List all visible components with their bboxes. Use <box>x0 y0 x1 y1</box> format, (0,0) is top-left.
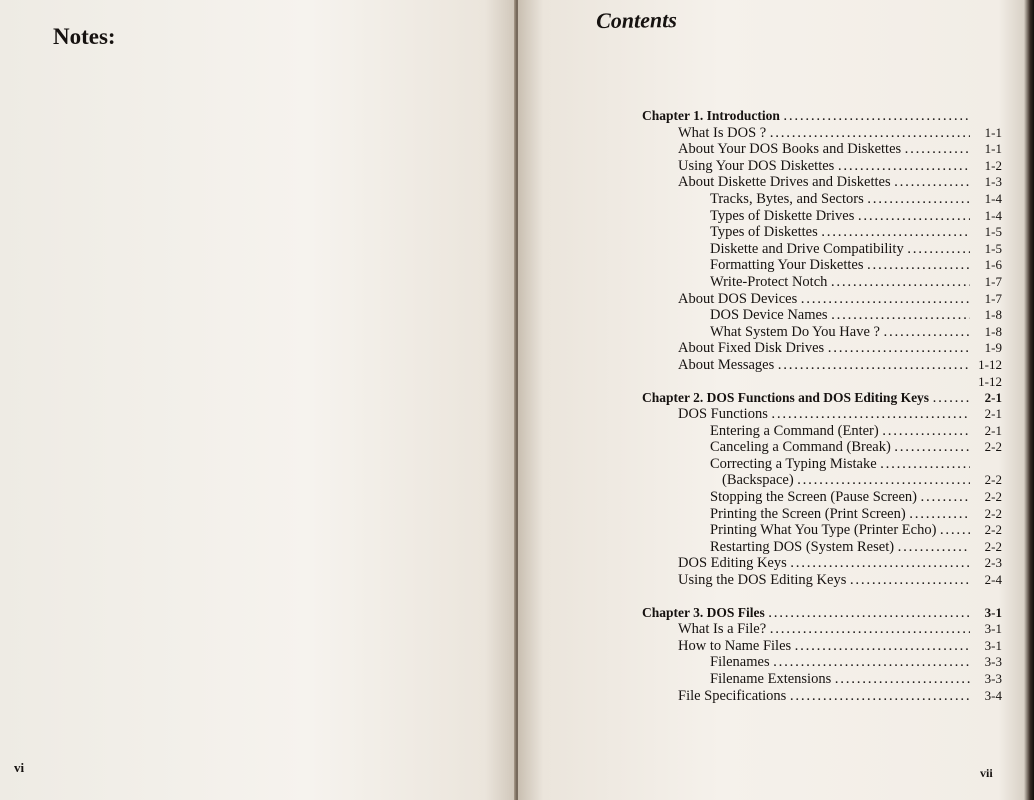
toc-entry-page: 1-5 <box>984 240 1002 256</box>
toc-entry <box>642 141 1002 158</box>
toc-entry-title: (Backspace) <box>722 472 794 489</box>
toc-chapter-entry <box>642 605 1002 622</box>
toc-entry-page: 1-6 <box>984 257 1002 273</box>
dot-leader <box>895 440 970 457</box>
dot-leader <box>910 507 970 524</box>
toc-entry-title: Entering a Command (Enter) <box>710 422 879 439</box>
toc-entry-page: 3-1 <box>984 621 1002 637</box>
toc-entry <box>642 324 1002 341</box>
dot-leader <box>921 490 970 507</box>
toc-entry <box>642 125 1002 142</box>
dot-leader <box>791 556 970 573</box>
toc-entry-title: Formatting Your Diskettes <box>710 257 864 274</box>
toc-entry-title: Tracks, Bytes, and Sectors <box>710 190 864 207</box>
toc-entry-title: About Fixed Disk Drives <box>678 340 825 357</box>
toc-entry <box>642 506 1002 523</box>
dot-leader <box>832 308 970 325</box>
toc-entry-title: Using the DOS Editing Keys <box>678 572 847 589</box>
toc-entry-page: 2-1 <box>984 389 1002 405</box>
dot-leader <box>867 258 970 275</box>
toc-entry <box>642 174 1002 191</box>
table-of-contents <box>642 108 1002 704</box>
toc-entry-page: 2-2 <box>984 538 1002 554</box>
toc-entry-page: 2-2 <box>984 505 1002 521</box>
dot-leader <box>905 142 970 159</box>
toc-entry-title: About Messages <box>678 356 775 373</box>
toc-entry <box>642 456 1002 473</box>
toc-entry-title: Stopping the Screen (Pause Screen) <box>710 489 917 506</box>
toc-entry-page: 1-12 <box>978 356 1002 372</box>
toc-entry-title: Printing What You Type (Printer Echo) <box>710 522 937 539</box>
toc-entry <box>642 654 1002 671</box>
toc-entry-page: 1-7 <box>984 273 1002 289</box>
toc-entry <box>642 274 1002 291</box>
toc-entry-title: Chapter 3. DOS Files <box>642 604 765 620</box>
dot-leader <box>884 325 970 342</box>
toc-entry-page: 1-9 <box>984 340 1002 356</box>
toc-entry-page: 2-2 <box>984 439 1002 455</box>
toc-entry-title: About Diskette Drives and Diskettes <box>678 174 891 191</box>
toc-entry-title: What System Do You Have ? <box>710 323 880 340</box>
toc-entry <box>642 423 1002 440</box>
toc-entry-title: What Is a File? <box>678 621 767 638</box>
dot-leader <box>835 672 970 689</box>
toc-entry <box>642 158 1002 175</box>
dot-leader <box>770 622 970 639</box>
toc-entry <box>642 539 1002 556</box>
toc-entry <box>642 572 1002 589</box>
toc-entry-page: 1-4 <box>984 190 1002 206</box>
toc-entry-title: File Specifications <box>678 687 787 704</box>
dot-leader <box>774 655 970 672</box>
dot-leader <box>868 192 970 209</box>
toc-entry-title: DOS Functions <box>678 406 768 423</box>
toc-entry-page: 2-1 <box>984 406 1002 422</box>
dot-leader <box>831 275 970 292</box>
toc-entry <box>642 439 1002 456</box>
toc-entry <box>642 257 1002 274</box>
toc-entry-title: Restarting DOS (System Reset) <box>710 538 895 555</box>
toc-entry-title: Printing the Screen (Print Screen) <box>710 505 906 522</box>
toc-entry-page: 1-4 <box>984 207 1002 223</box>
toc-entry-page: 2-3 <box>984 555 1002 571</box>
toc-entry-title: Using Your DOS Diskettes <box>678 157 835 174</box>
dot-leader <box>795 639 970 656</box>
toc-entry-title: Types of Diskettes <box>710 224 818 241</box>
toc-entry-title: Filenames <box>710 654 770 671</box>
toc-entry-page: 2-2 <box>984 522 1002 538</box>
toc-entry <box>642 307 1002 324</box>
dot-leader <box>770 126 970 143</box>
toc-entry-page: 1-7 <box>984 290 1002 306</box>
toc-entry-page: 2-2 <box>984 489 1002 505</box>
toc-entry <box>642 374 1002 391</box>
notes-heading: Notes: <box>53 24 116 49</box>
toc-entry-page: 1-1 <box>984 141 1002 157</box>
dot-leader <box>908 242 970 259</box>
toc-entry-page: 3-3 <box>984 671 1002 686</box>
left-page-number: vi <box>14 760 25 775</box>
toc-entry-title: Types of Diskette Drives <box>710 207 855 224</box>
toc-entry-page: 2-2 <box>984 472 1002 488</box>
toc-chapter-entry <box>642 390 1002 407</box>
dot-leader <box>883 424 970 441</box>
dot-leader <box>933 391 970 408</box>
dot-leader <box>822 225 970 242</box>
toc-entry <box>642 688 1002 705</box>
toc-entry-title: How to Name Files <box>678 637 792 654</box>
toc-entry <box>642 406 1002 423</box>
dot-leader <box>898 540 970 557</box>
toc-entry-page: 1-8 <box>984 307 1002 323</box>
dot-leader <box>784 109 970 126</box>
toc-entry <box>642 489 1002 506</box>
section-gap <box>642 589 1002 605</box>
dot-leader <box>940 523 970 540</box>
dot-leader <box>838 159 970 176</box>
dot-leader <box>778 358 970 375</box>
toc-entry-page: 1-2 <box>984 157 1002 173</box>
toc-entry <box>642 291 1002 308</box>
dot-leader <box>895 175 970 192</box>
dot-leader <box>828 341 970 358</box>
toc-entry-page: 3-4 <box>984 687 1002 703</box>
toc-entry <box>642 340 1002 357</box>
toc-entry <box>642 638 1002 655</box>
toc-entry-title: Diskette and Drive Compatibility <box>710 240 904 257</box>
toc-entry-page: 2-1 <box>984 422 1002 438</box>
dot-leader <box>769 606 970 623</box>
dot-leader <box>801 292 970 309</box>
toc-entry-title: Write-Protect Notch <box>710 273 828 290</box>
toc-entry <box>642 522 1002 539</box>
toc-entry <box>642 671 1002 688</box>
toc-entry-page: 3-1 <box>984 604 1002 620</box>
toc-entry-page: 1-5 <box>984 224 1002 240</box>
toc-entry-title: Filename Extensions <box>710 671 832 687</box>
toc-chapter-entry <box>642 108 1002 125</box>
toc-entry <box>642 472 1002 489</box>
toc-entry-page: 2-4 <box>984 572 1002 588</box>
page-edge <box>1024 0 1034 800</box>
toc-entry <box>642 241 1002 258</box>
toc-entry-title: Chapter 2. DOS Functions and DOS Editing Keys <box>642 389 930 405</box>
toc-entry-title: About Your DOS Books and Diskettes <box>678 141 902 158</box>
toc-entry <box>642 208 1002 225</box>
right-page-number: vii <box>980 766 993 780</box>
toc-entry <box>642 357 1002 374</box>
contents-heading: Contents <box>596 7 677 33</box>
toc-entry-page: 1-1 <box>984 124 1002 140</box>
left-page <box>0 0 516 800</box>
toc-entry-page: 1-8 <box>984 323 1002 339</box>
toc-entry <box>642 191 1002 208</box>
toc-entry-title: Chapter 1. Introduction <box>642 108 780 123</box>
toc-entry-title: DOS Editing Keys <box>678 555 787 572</box>
toc-entry-title: What Is DOS ? <box>678 124 767 141</box>
toc-entry-title: Correcting a Typing Mistake <box>710 455 877 472</box>
toc-entry-title: Canceling a Command (Break) <box>710 439 891 456</box>
toc-entry <box>642 621 1002 638</box>
dot-leader <box>858 209 970 226</box>
dot-leader <box>798 473 970 490</box>
toc-entry <box>642 555 1002 572</box>
toc-entry-title: DOS Device Names <box>710 307 828 324</box>
toc-entry-page: 3-3 <box>984 654 1002 670</box>
toc-entry <box>642 224 1002 241</box>
dot-leader <box>881 457 970 474</box>
toc-entry-page: 1-12 <box>978 373 1002 389</box>
dot-leader <box>850 573 970 590</box>
dot-leader <box>790 689 970 706</box>
dot-leader <box>772 407 970 424</box>
right-page <box>518 0 1024 800</box>
toc-entry-title: About DOS Devices <box>678 290 798 307</box>
toc-entry-page: 1-3 <box>984 174 1002 190</box>
toc-entry-page: 3-1 <box>984 637 1002 653</box>
